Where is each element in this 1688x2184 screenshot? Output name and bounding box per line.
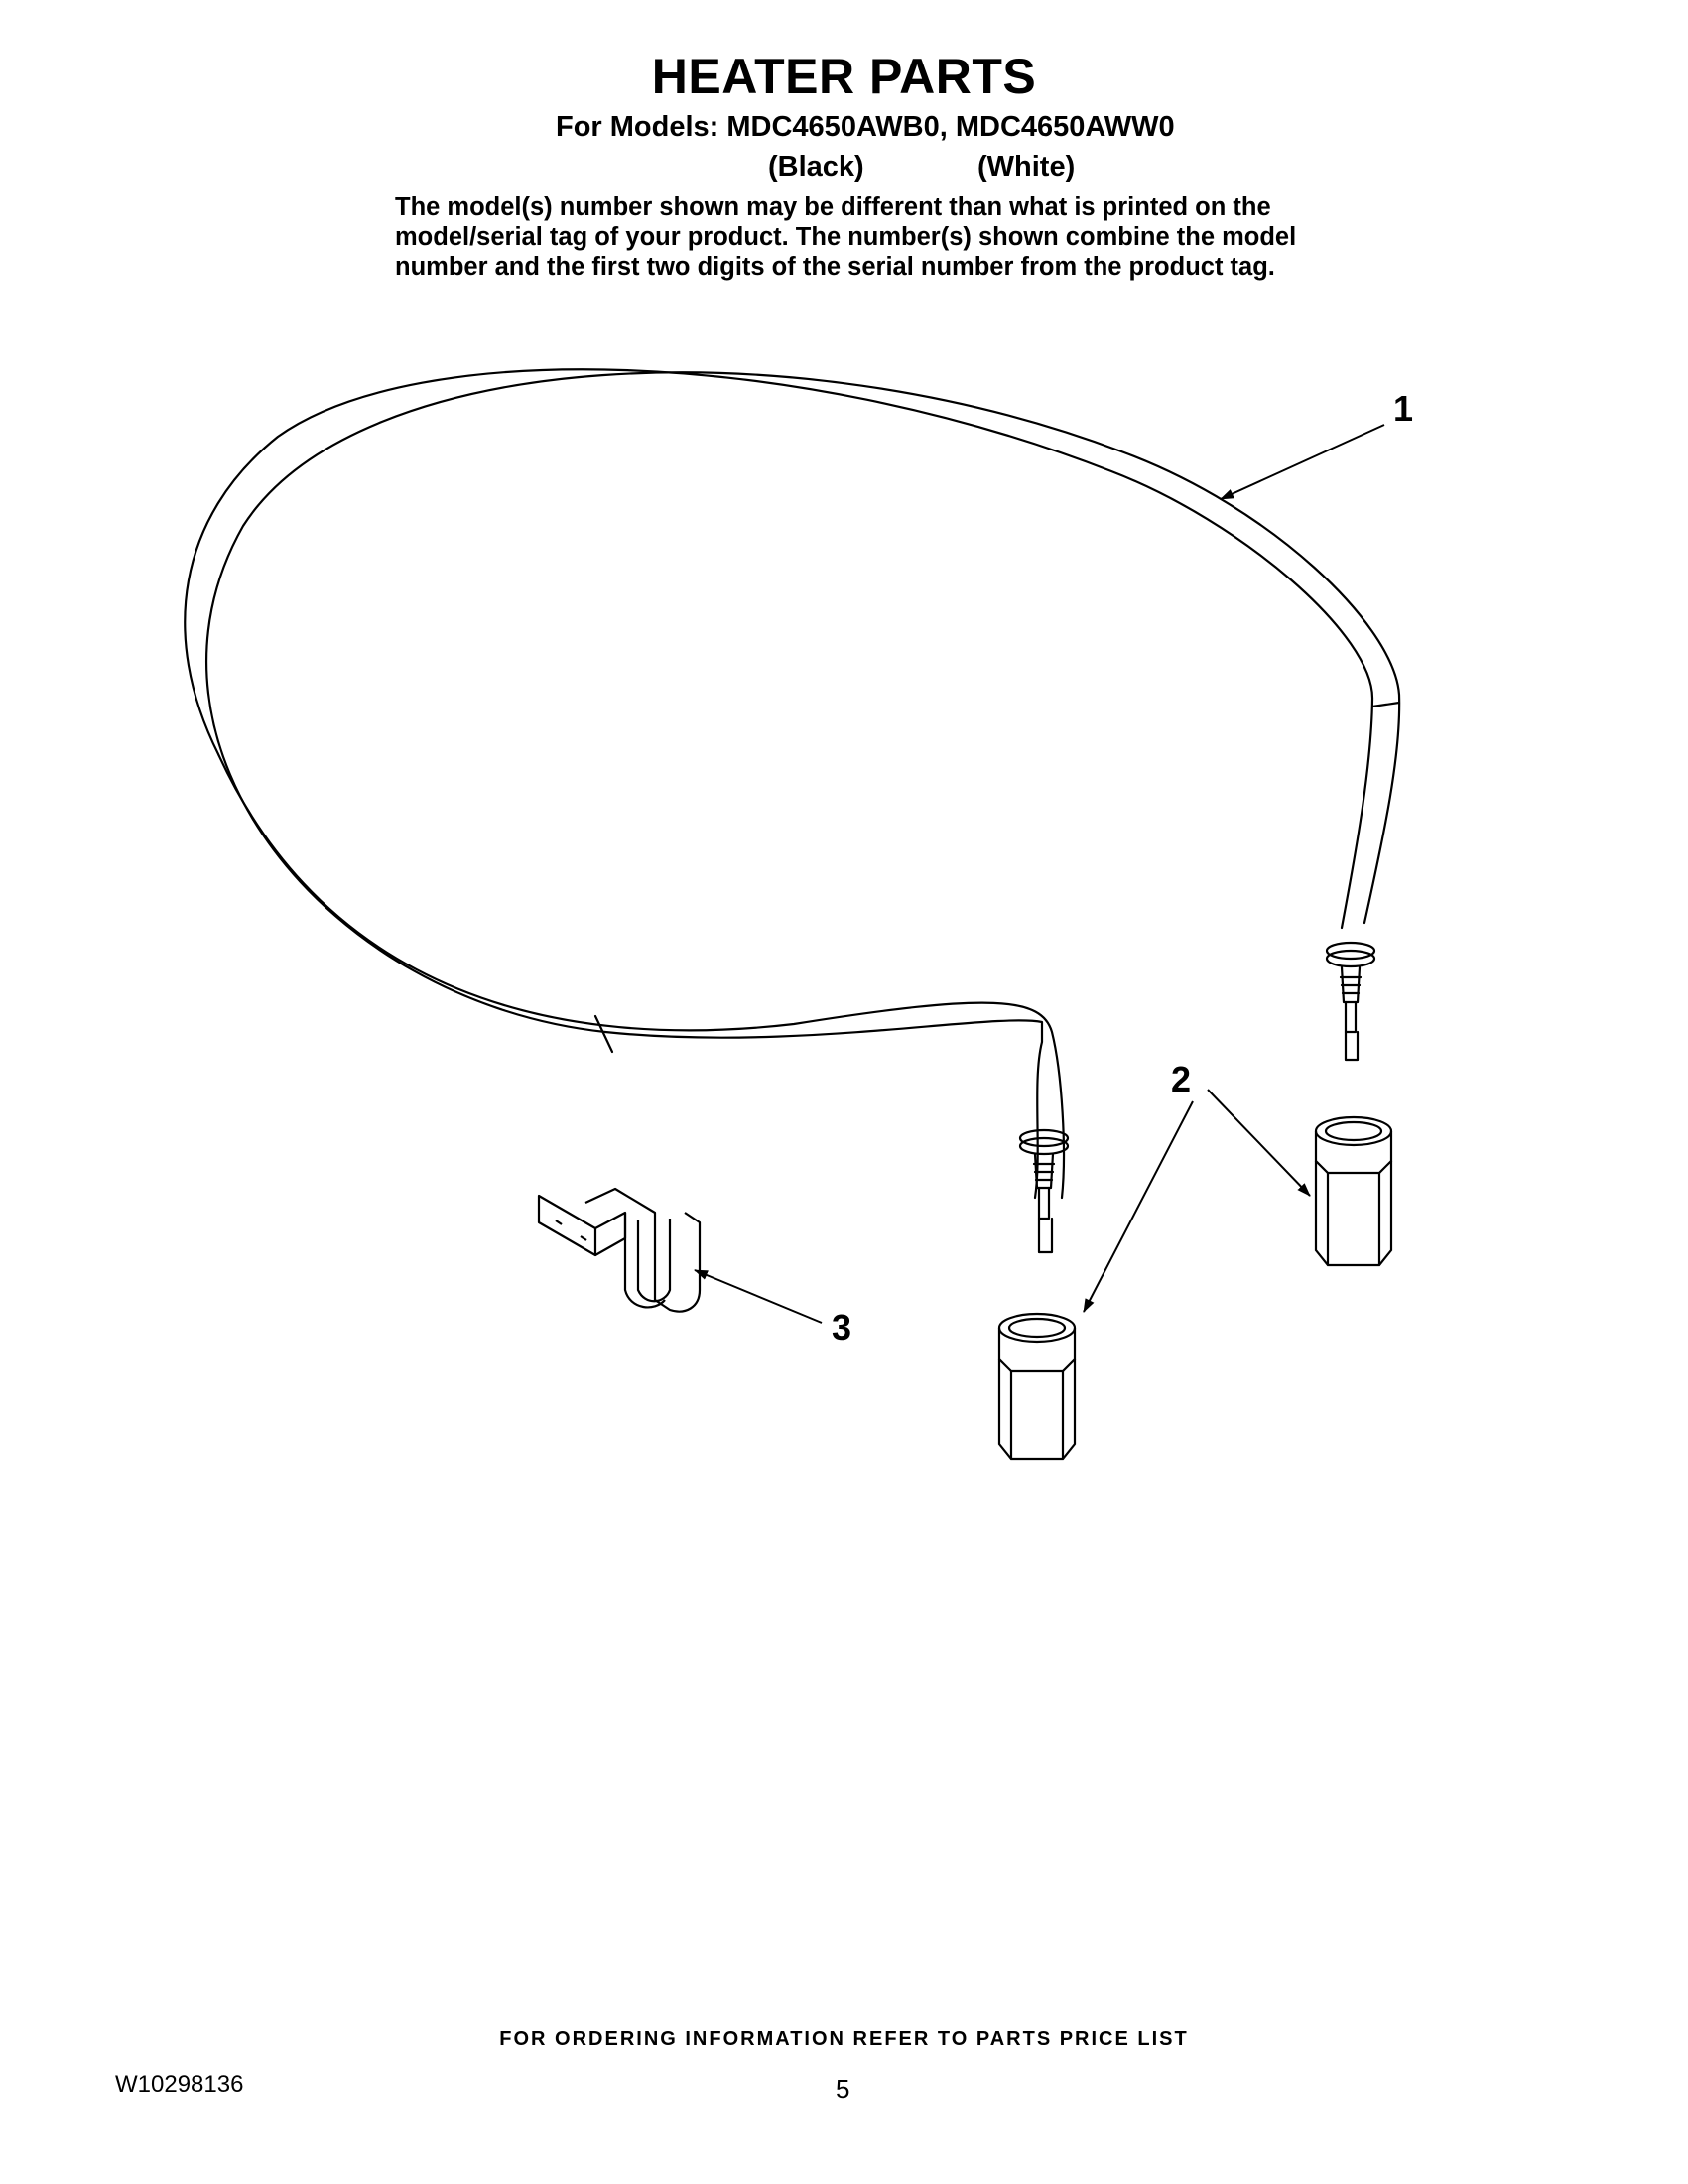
page-title: HEATER PARTS xyxy=(651,49,1037,104)
heater-nut-left xyxy=(999,1314,1075,1459)
document-number: W10298136 xyxy=(115,2071,244,2098)
heater-clip xyxy=(539,1189,700,1312)
note-line-3: number and the first two digits of the serial number from the product tag. xyxy=(395,253,1275,281)
callout-1: 1 xyxy=(1393,388,1414,429)
callout-2: 2 xyxy=(1171,1059,1192,1099)
callout-3: 3 xyxy=(832,1307,852,1348)
page-number: 5 xyxy=(836,2074,850,2104)
heater-nut-right xyxy=(1316,1117,1391,1265)
color-black-label: (Black) xyxy=(768,151,864,183)
note-line-1: The model(s) number shown may be different than what is printed on the xyxy=(395,193,1271,221)
ordering-info: FOR ORDERING INFORMATION REFER TO PARTS PRICE LIST xyxy=(499,2028,1189,2050)
color-white-label: (White) xyxy=(977,151,1076,183)
note-line-2: model/serial tag of your product. The number(s) shown combine the model xyxy=(395,223,1297,251)
models-line: For Models: MDC4650AWB0, MDC4650AWW0 xyxy=(556,111,1175,143)
heater-element xyxy=(185,369,1399,1252)
